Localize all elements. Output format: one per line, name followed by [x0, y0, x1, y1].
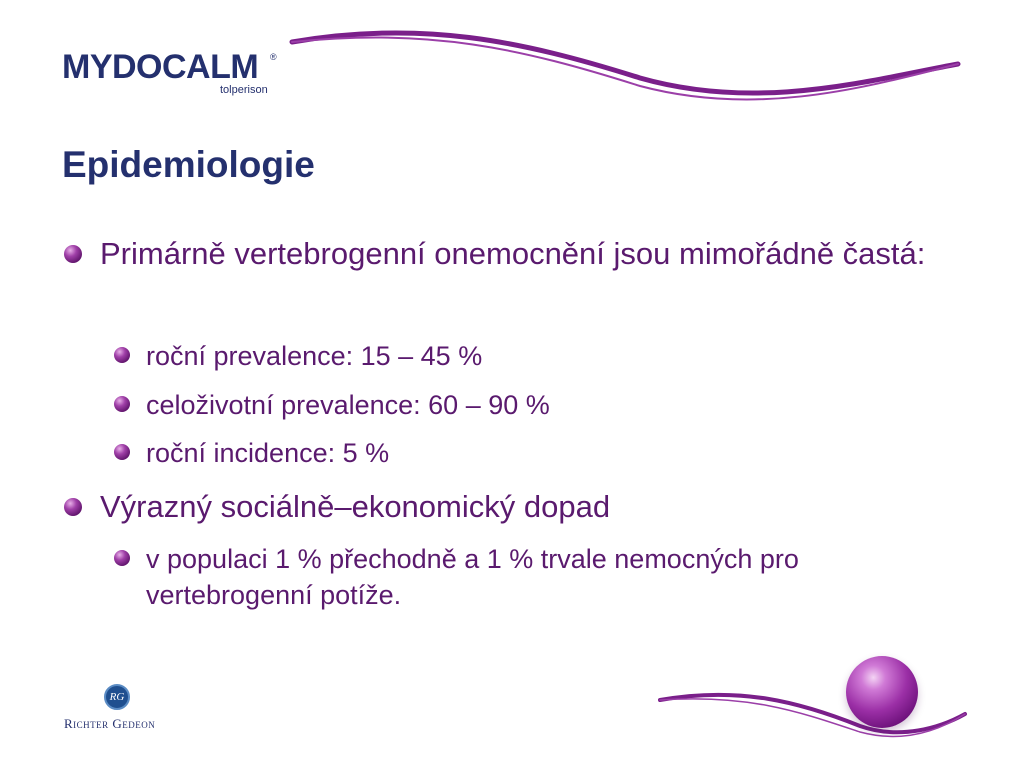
sphere-bullet-icon [114, 347, 130, 363]
bullet-text: Primárně vertebrogenní onemocnění jsou mimořádně častá: [100, 236, 926, 271]
company-name: Richter Gedeon [64, 716, 156, 731]
sub-bullet-text: celoživotní prevalence: 60 – 90 % [146, 390, 550, 420]
sub-bullet-item [146, 435, 966, 471]
richter-gedeon-logo [64, 680, 174, 740]
sphere-bullet-icon [114, 444, 130, 460]
logo-wordmark: MYDOCALM [62, 48, 259, 86]
bullet-text: Výrazný sociálně–ekonomický dopad [100, 489, 611, 524]
bullet-item-primary [100, 232, 980, 276]
logo-subtitle: tolperison [220, 84, 268, 96]
footer-swoosh-decoration [660, 695, 965, 732]
sphere-bullet-icon [64, 498, 82, 516]
sub-bullet-text: roční incidence: 5 % [146, 438, 390, 468]
mydocalm-logo [62, 50, 282, 100]
sub-bullet-item [146, 387, 966, 423]
purple-sphere-decoration [846, 656, 918, 728]
sphere-bullet-icon [114, 396, 130, 412]
logo-registered-mark: ® [270, 52, 277, 62]
sphere-bullet-icon [64, 245, 82, 263]
sub-bullet-text: v populaci 1 % přechodně a 1 % trvale nemocných pro vertebrogenní potíže. [146, 544, 799, 610]
sub-bullet-item [146, 541, 936, 613]
bullet-item-impact [100, 485, 980, 529]
sub-bullet-text: roční prevalence: 15 – 45 % [146, 341, 483, 371]
rg-badge-icon: RG [104, 684, 130, 710]
sub-bullet-item [146, 338, 966, 374]
slide-title: Epidemiologie [62, 144, 315, 185]
sphere-bullet-icon [114, 550, 130, 566]
